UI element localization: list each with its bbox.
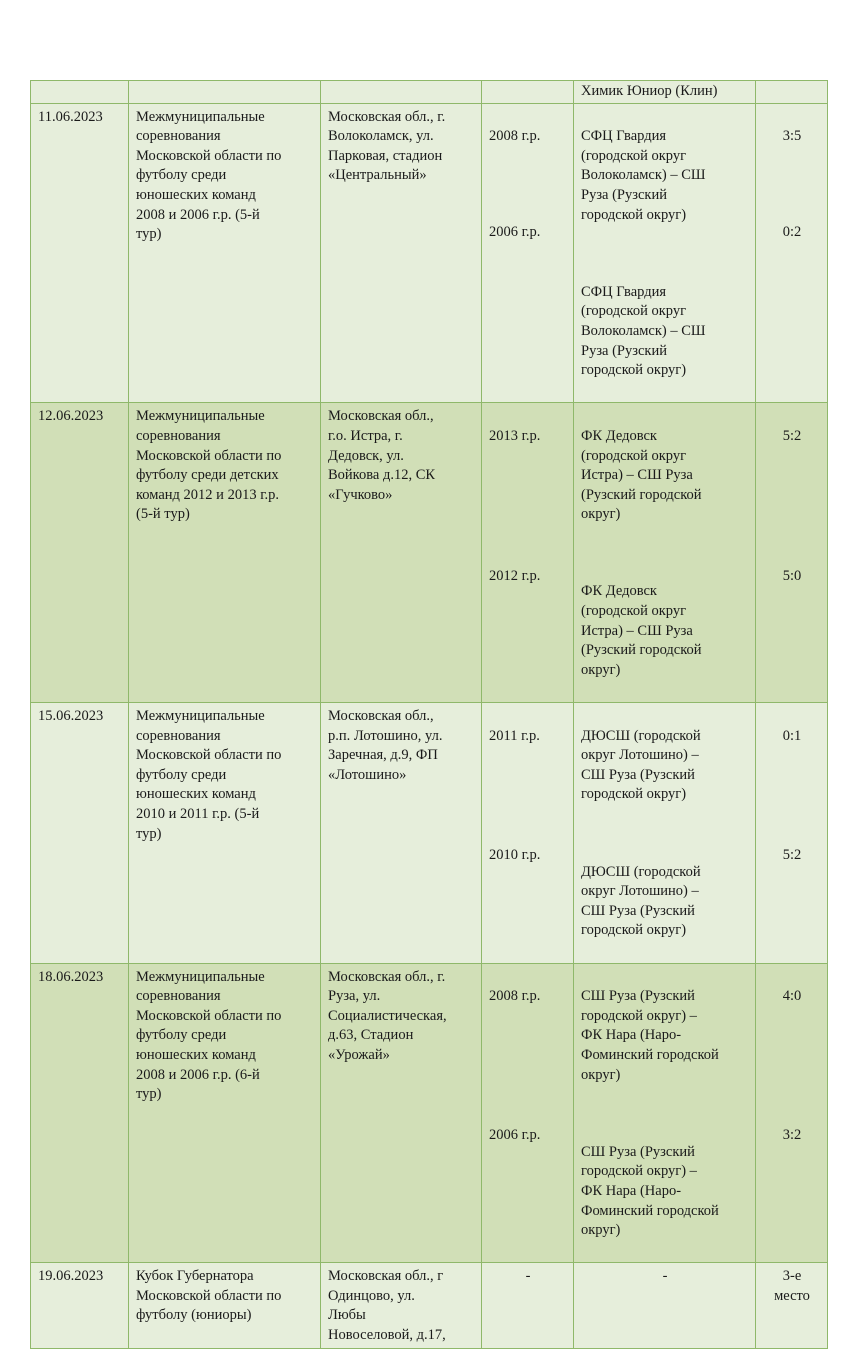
venue-cell (321, 81, 482, 104)
match-score: 5:0 (782, 568, 802, 585)
score-cell: 3-е место (756, 1263, 828, 1348)
match-score: 4:0 (782, 988, 802, 1005)
year-cell (482, 81, 574, 104)
year-cell (482, 103, 574, 403)
year-text: 2008 г.р. (489, 988, 541, 1005)
year-text: 2006 г.р. (489, 224, 541, 241)
match-score: 0:2 (782, 224, 802, 241)
event-cell: Межмуниципальные соревнования Московской области по футболу среди юношеских команд 2008 и 2006 г.р. (5-й тур) (129, 103, 321, 403)
year-text: 2013 г.р. (489, 427, 541, 444)
match-teams: СШ Руза (Рузский городской округ) – ФК Нара (Наро- Фоминский городской округ) (581, 1143, 719, 1239)
event-cell: Межмуниципальные соревнования Московской области по футболу среди детских команд 2012 и 2013 г.р. (5-й тур) (129, 403, 321, 703)
match-teams: ФК Дедовск (городской округ Истра) – СШ Руза (Рузский городской округ) (581, 427, 702, 523)
teams-cell (574, 703, 756, 964)
venue-cell: Московская обл., г. Руза, ул. Социалистическая, д.63, Стадион «Урожай» (321, 963, 482, 1263)
match-score: 3:2 (782, 1127, 802, 1144)
score-cell (756, 963, 828, 1263)
year-cell: - (482, 1263, 574, 1348)
table-row (31, 703, 828, 964)
table-row (31, 403, 828, 703)
venue-cell: Московская обл., г. Волоколамск, ул. Парковая, стадион «Центральный» (321, 103, 482, 403)
match-score: 5:2 (782, 427, 802, 444)
teams-cell (574, 963, 756, 1263)
teams-cell (574, 103, 756, 403)
match-score: 3:5 (782, 128, 802, 145)
year-text: 2012 г.р. (489, 568, 541, 585)
venue-cell: Московская обл., г.о. Истра, г. Дедовск, ул. Войкова д.12, СК «Гучково» (321, 403, 482, 703)
year-cell (482, 403, 574, 703)
match-teams: ДЮСШ (городской округ Лотошино) – СШ Руза (Рузский городской округ) (581, 727, 701, 803)
teams-cell (574, 403, 756, 703)
score-cell (756, 403, 828, 703)
match-teams: СФЦ Гвардия (городской округ Волоколамск) – СШ Руза (Рузский городской округ) (581, 128, 706, 223)
year-text: 2008 г.р. (489, 128, 541, 145)
table-row (31, 963, 828, 1263)
match-teams: ДЮСШ (городской округ Лотошино) – СШ Руза (Рузский городской округ) (581, 863, 701, 939)
year-cell (482, 963, 574, 1263)
event-cell (129, 81, 321, 104)
year-text: 2010 г.р. (489, 846, 541, 863)
schedule-table (30, 80, 828, 1349)
match-score: 0:1 (782, 727, 802, 744)
event-cell: Кубок Губернатора Московской области по футболу (юниоры) (129, 1263, 321, 1348)
match-teams: СШ Руза (Рузский городской округ) – ФК Нара (Наро- Фоминский городской округ) (581, 988, 719, 1083)
year-text: 2011 г.р. (489, 727, 540, 744)
date-cell: 11.06.2023 (31, 103, 129, 403)
date-cell (31, 81, 129, 104)
date-cell: 19.06.2023 (31, 1263, 129, 1348)
year-text: 2006 г.р. (489, 1127, 541, 1144)
match-score: 5:2 (782, 846, 802, 863)
table-row (31, 103, 828, 403)
score-cell (756, 81, 828, 104)
date-cell: 15.06.2023 (31, 703, 129, 964)
score-cell (756, 103, 828, 403)
event-cell: Межмуниципальные соревнования Московской области по футболу среди юношеских команд 2008 и 2006 г.р. (6-й тур) (129, 963, 321, 1263)
table-row (31, 1263, 828, 1348)
venue-cell: Московская обл., р.п. Лотошино, ул. Заречная, д.9, ФП «Лотошино» (321, 703, 482, 964)
teams-cell: Химик Юниор (Клин) (574, 81, 756, 104)
score-cell (756, 703, 828, 964)
teams-cell: - (574, 1263, 756, 1348)
match-teams: ФК Дедовск (городской округ Истра) – СШ Руза (Рузский городской округ) (581, 583, 702, 678)
table-row (31, 81, 828, 104)
date-cell: 18.06.2023 (31, 963, 129, 1263)
match-teams: СФЦ Гвардия (городской округ Волоколамск) – СШ Руза (Рузский городской округ) (581, 283, 706, 379)
year-cell (482, 703, 574, 964)
event-cell: Межмуниципальные соревнования Московской области по футболу среди юношеских команд 2010 и 2011 г.р. (5-й тур) (129, 703, 321, 964)
date-cell: 12.06.2023 (31, 403, 129, 703)
venue-cell: Московская обл., г Одинцово, ул. Любы Новоселовой, д.17, (321, 1263, 482, 1348)
